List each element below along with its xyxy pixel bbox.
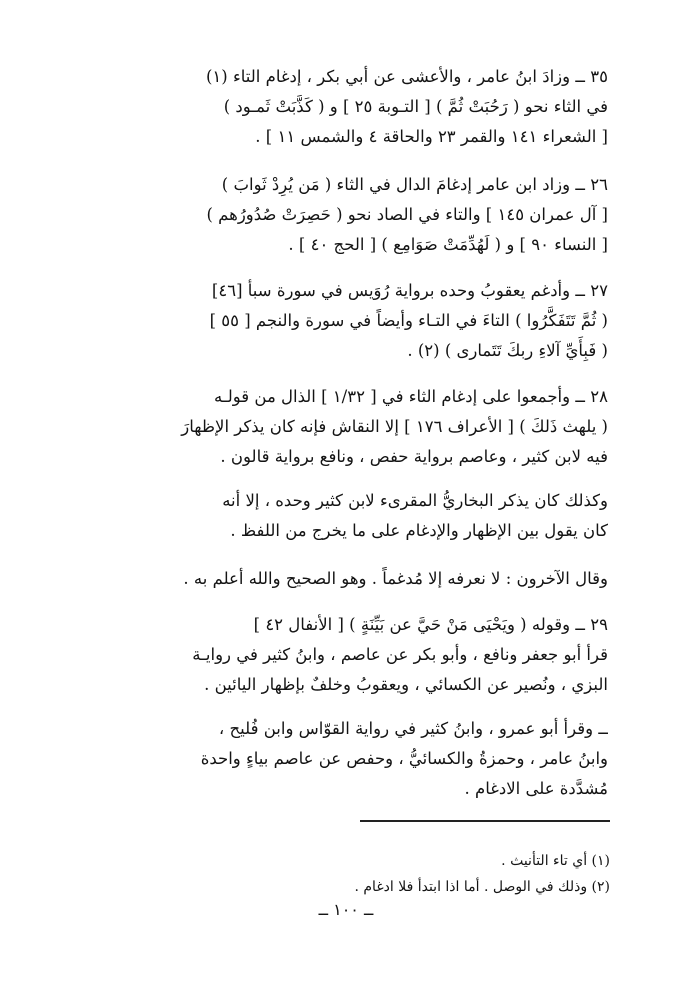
paragraph-26 bbox=[96, 170, 608, 260]
footnote-2: (٢) وذلك في الوصل . أما اذا ابتدأ فلا ادغام . bbox=[354, 879, 610, 895]
text-line: في الثاء نحو ( رَحُبَتْ ثُمَّ ) [ التـوبة ٢٥ ] و ( كَذَّبَتْ ثَمـود ) bbox=[223, 97, 608, 116]
text-line: البزي ، ونُصير عن الكسائي ، ويعقوبُ وخلفٌ بإظهار اليائين . bbox=[204, 675, 608, 694]
text-line: ٢٨ ــ وأجمعوا على إدغام الثاء في [ ١/٣٢ ] الذال من قولـه bbox=[214, 387, 608, 406]
page-number: ــ ١٠٠ ــ bbox=[318, 900, 374, 919]
text-line: [ النساء ٩٠ ] و ( لَهُدِّمَتْ صَوَامِع ) [ الحج ٤٠ ] . bbox=[288, 235, 608, 254]
text-line: ( فَبِأَيِّ آلاءِ ربكَ تَتَمارى ) (٢) . bbox=[407, 341, 608, 360]
footnote-divider bbox=[360, 820, 610, 822]
text-line: وقال الآخرون : لا نعرفه إلا مُدغماً . وهو الصحيح والله أعلم به . bbox=[183, 569, 608, 588]
paragraph-bukhari bbox=[96, 486, 608, 546]
text-line: ٢٦ ــ وزاد ابن عامر إدغامَ الدال في الثاء ( مَن يُرِدْ ثَوابَ ) bbox=[221, 175, 608, 194]
text-line: ٢٩ ــ وقوله ( ويَحْيَى مَنْ حَيَّ عن بَيِّنَةٍ ) [ الأنفال ٤٢ ] bbox=[253, 615, 608, 634]
text-line: فيه لابن كثير ، وعاصم برواية حفص ، ونافع برواية قالون . bbox=[220, 447, 608, 466]
text-line: [ الشعراء ١٤١ والقمر ٢٣ والحاقة ٤ والشمس ١١ ] . bbox=[255, 127, 608, 146]
text-line: ( يلهث ذَلكَ ) [ الأعراف ١٧٦ ] إلا النقاش فإنه كان يذكر الإظهارَ bbox=[181, 417, 608, 436]
paragraph-27 bbox=[96, 276, 608, 366]
text-line: قرأ أبو جعفر ونافع ، وأبو بكر عن عاصم ، وابنُ كثير في روايـة bbox=[192, 645, 608, 664]
text-line: وكذلك كان يذكر البخاريُّ المقرىء لابن كثير وحده ، إلا أنه bbox=[222, 491, 608, 510]
footnote-1: (١) أي تاء التأنيث . bbox=[501, 853, 610, 869]
text-line: مُشدَّدة على الادغام . bbox=[464, 779, 608, 798]
text-line: ٢٧ ــ وأدغم يعقوبُ وحده برواية رُوَيس في سورة سبأ [٤٦] bbox=[211, 281, 608, 300]
paragraph-28 bbox=[96, 382, 608, 472]
paragraph-25 bbox=[96, 62, 608, 152]
text-line: ( ثُمَّ تَتَفَكَّرُوا ) التاءَ في التـاء وأيضاً في سورة والنجم [ ٥٥ ] bbox=[209, 311, 608, 330]
text-line: كان يقول بين الإظهار والإدغام على ما يخرج من اللفظ . bbox=[230, 521, 608, 540]
text-line: [ آل عمران ١٤٥ ] والتاء في الصاد نحو ( حَصِرَتْ صُدُورُهم ) bbox=[206, 205, 608, 224]
text-line: وابنُ عامر ، وحمزةُ والكسائيُّ ، وحفص عن عاصم بياءٍ واحدة bbox=[200, 749, 608, 768]
text-line: ٣٥ ــ وزادَ ابنُ عامر ، والأعشى عن أبي بكر ، إدغام التاء (١) bbox=[205, 67, 608, 86]
text-line: ــ وقرأ أبو عمرو ، وابنُ كثير في رواية القوّاس وابن فُليح ، bbox=[218, 719, 608, 738]
paragraph-abu-amr bbox=[96, 714, 608, 804]
paragraph-29 bbox=[96, 610, 608, 700]
paragraph-others bbox=[96, 564, 608, 594]
